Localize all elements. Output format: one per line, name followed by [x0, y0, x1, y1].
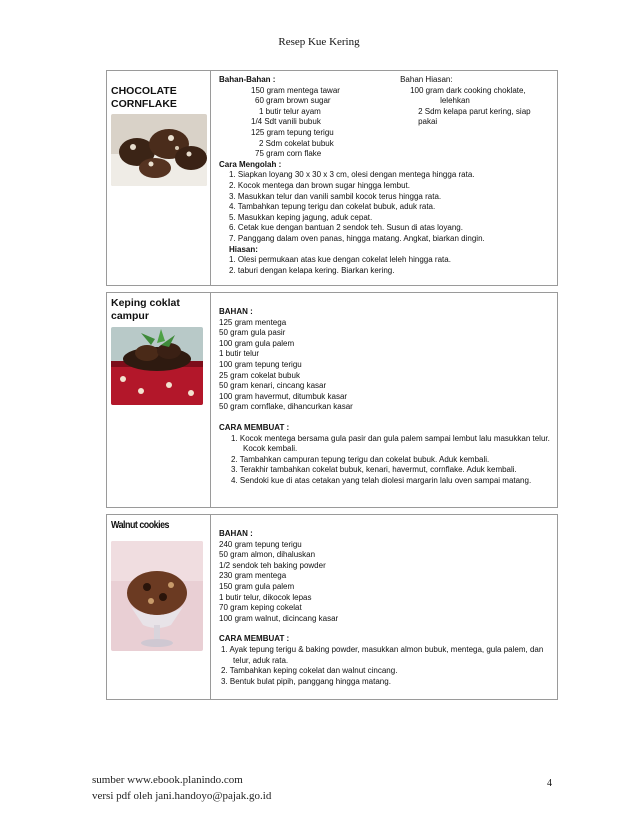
- recipe-walnut-cookies: [106, 514, 558, 700]
- bahan-heading: Bahan-Bahan :: [219, 75, 276, 84]
- bahan-list: 125 gram mentega 50 gram gula pasir 100 gram gula palem 1 butir telur 100 gram tepung terigu 25 gram cokelat bubuk 50 gram kenari, cincang kasar 100 gram havermut, ditumbuk kasar 50 gram cornflake, dihancurkan kasar: [219, 317, 353, 412]
- recipe-title-cell: [107, 293, 211, 507]
- bahan-list: 150 gram mentega tawar 60 gram brown sugar 1 butir telur ayam 1/4 Sdt vanili bubuk 125 gram tepung terigu 2 Sdm cokelat bubuk 75 gram corn flake: [251, 85, 340, 159]
- cara-heading: Cara Mengolah :: [219, 159, 282, 169]
- cara-heading: CARA MEMBUAT :: [219, 634, 290, 644]
- page-header: Resep Kue Kering: [278, 36, 360, 48]
- recipe-title: Walnut cookies: [111, 519, 169, 531]
- cara-list: 1. Siapkan loyang 30 x 30 x 3 cm, olesi dengan mentega hingga rata. 2. Kocok mentega dan brown sugar hingga lembut. 3. Masukkan telur dan vanili sambil kocok terus hingga rata. 4. Tambahkan tepung terigu dan cokelat bubuk, aduk rata. 5. Masukkan keping jagung, aduk cepat. 6. Cetak kue dengan bantuan 2 sendok teh. Susun di atas loyang. 7. Panggang dalam oven panas, hingga matang. Angkat, biarkan dingin.: [229, 170, 485, 243]
- recipe-title: Keping coklat campur: [111, 297, 180, 322]
- walnut-cookies-photo: [111, 541, 203, 651]
- bahan-heading: BAHAN :: [219, 307, 253, 316]
- page-number: 4: [547, 778, 552, 789]
- recipe-title: CHOCOLATE CORNFLAKE: [111, 85, 177, 110]
- bahan-heading: BAHAN :: [219, 529, 253, 538]
- pdf-version-line: versi pdf oleh jani.handoyo@pajak.go.id: [92, 790, 272, 802]
- keping-coklat-photo: [111, 327, 203, 405]
- recipe-keping-coklat-campur: [106, 292, 558, 508]
- hiasan-steps: 1. Olesi permukaan atas kue dengan cokelat leleh hingga rata. 2. taburi dengan kelapa kering. Biarkan kering.: [229, 255, 451, 275]
- recipe-title-cell: [107, 71, 211, 285]
- cara-list: 1. Kocok mentega bersama gula pasir dan gula palem sampai lembut lalu masukkan telur. Kocok kembali. 2. Tambahkan campuran tepung terigu dan cokelat bubuk. Aduk kembali. 3. Terakhir tambahkan cokelat bubuk, kenari, havermut, cornflake. Aduk kembali. 4. Sendoki kue di atas cetakan yang telah diolesi margarin lalu oven sampai matang.: [231, 433, 550, 485]
- recipe-content: [211, 293, 557, 507]
- bahan-list: 240 gram tepung terigu 50 gram almon, dihaluskan 1/2 sendok teh baking powder 230 gram mentega 150 gram gula palem 1 butir telur, dikocok lepas 70 gram keping cokelat 100 gram walnut, dicincang kasar: [219, 539, 339, 623]
- page-footer: [92, 772, 271, 804]
- cara-heading: CARA MEMBUAT :: [219, 422, 290, 432]
- cara-list: 1. Ayak tepung terigu & baking powder, masukkan almon bubuk, mentega, gula palem, dan telur, aduk rata. 2. Tambahkan keping cokelat dan walnut cincang. 3. Bentuk bulat pipih, panggang hingga matang.: [221, 644, 544, 686]
- recipe-title-cell: [107, 515, 211, 699]
- hiasan-heading: Hiasan:: [229, 244, 258, 254]
- recipe-chocolate-cornflake: [106, 70, 558, 286]
- source-line: sumber www.ebook.planindo.com: [92, 774, 243, 786]
- chocolate-cornflake-photo: [111, 114, 207, 186]
- recipe-content: [211, 71, 557, 285]
- hiasan-list: Bahan Hiasan: 100 gram dark cooking choklate, lelehkan 2 Sdm kelapa parut kering, siap pakai: [400, 75, 531, 127]
- recipe-content: [211, 515, 557, 699]
